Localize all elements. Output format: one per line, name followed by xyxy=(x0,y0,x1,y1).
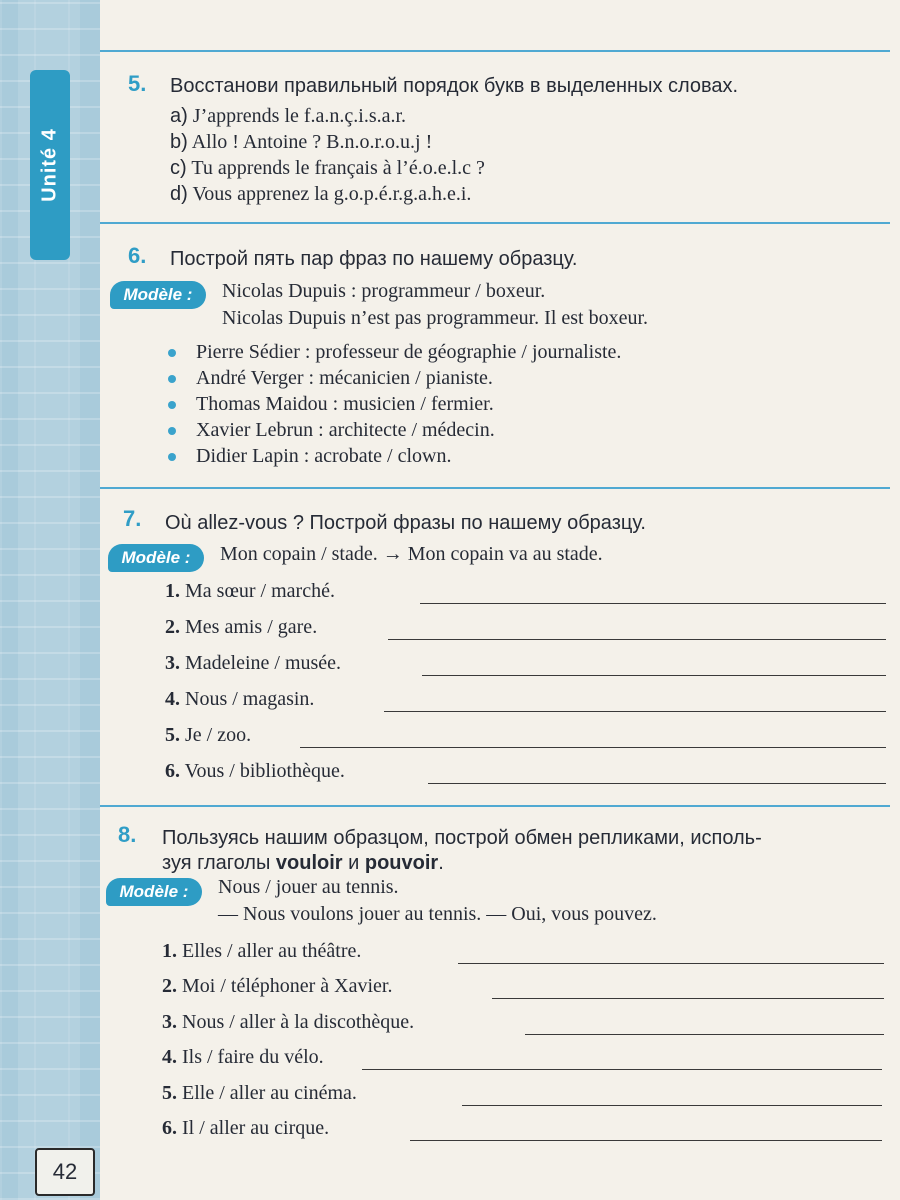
ex5-item-letter: b) xyxy=(170,131,188,153)
ex8-model-line-2: — Nous voulons jouer au tennis. — Oui, vous pouvez. xyxy=(218,903,657,925)
ex5-item-letter: d) xyxy=(170,183,188,205)
ex5-item-text: Vous apprenez la g.o.p.é.r.g.a.h.e.i. xyxy=(192,183,472,205)
ex7-item xyxy=(165,580,335,603)
divider-top xyxy=(100,50,890,52)
item-number: 5. xyxy=(162,1082,177,1104)
item-number: 6. xyxy=(165,760,180,782)
item-number: 3. xyxy=(162,1011,177,1033)
ex5-item-c xyxy=(170,157,485,180)
item-number: 6. xyxy=(162,1117,177,1139)
ex7-instruction: Où allez-vous ? Построй фразы по нашему образцу. xyxy=(165,512,646,534)
ex7-number: 7. xyxy=(123,506,142,531)
item-number: 2. xyxy=(165,616,180,638)
ex8-model-line-1: Nous / jouer au tennis. xyxy=(218,876,399,898)
ex5-item-text: Allo ! Antoine ? B.n.o.r.o.u.j ! xyxy=(191,131,433,153)
item-text: Ma sœur / marché. xyxy=(185,580,335,602)
ex6-model-line-1: Nicolas Dupuis : programmeur / boxeur. xyxy=(222,280,546,302)
ex8-item xyxy=(162,1046,324,1069)
ex6-item: André Verger : mécanicien / pianiste. xyxy=(196,367,493,389)
item-text: Elles / aller au théâtre. xyxy=(182,940,362,962)
item-number: 4. xyxy=(165,688,180,710)
ex8-item xyxy=(162,940,361,963)
item-text: Nous / magasin. xyxy=(185,688,315,710)
item-text: Nous / aller à la discothèque. xyxy=(182,1011,415,1033)
ex7-item xyxy=(165,616,317,639)
ex6-model-badge: Modèle : xyxy=(110,281,206,309)
ex7-item xyxy=(165,688,314,711)
page-number: 42 xyxy=(35,1148,95,1196)
ex7-item xyxy=(165,724,251,747)
ex8-item xyxy=(162,1082,357,1105)
ex6-item: Xavier Lebrun : architecte / médecin. xyxy=(196,419,495,441)
ex7-model-line: Mon copain / stade. → Mon copain va au stade. xyxy=(220,543,603,565)
item-text: Ils / faire du vélo. xyxy=(182,1046,324,1068)
ex5-item-letter: a) xyxy=(170,105,188,127)
item-number: 1. xyxy=(162,940,177,962)
unit-label: Unité 4 xyxy=(38,128,61,202)
ex6-item: Didier Lapin : acrobate / clown. xyxy=(196,445,452,467)
ex5-item-letter: c) xyxy=(170,157,187,179)
answer-line[interactable] xyxy=(384,711,886,712)
item-text: Madeleine / musée. xyxy=(185,652,342,674)
ex6-model-line-2: Nicolas Dupuis n’est pas programmeur. Il est boxeur. xyxy=(222,307,649,329)
ex5-item-d xyxy=(170,183,471,206)
ex8-instruction-and: и xyxy=(342,852,365,874)
item-number: 4. xyxy=(162,1046,177,1068)
ex8-instruction-end: . xyxy=(438,852,444,874)
item-number: 2. xyxy=(162,975,177,997)
answer-line[interactable] xyxy=(388,639,886,640)
item-text: Moi / téléphoner à Xavier. xyxy=(182,975,393,997)
bullet-icon xyxy=(168,375,176,383)
divider-ex7 xyxy=(100,805,890,807)
answer-line[interactable] xyxy=(362,1069,882,1070)
answer-line[interactable] xyxy=(525,1034,884,1035)
item-number: 5. xyxy=(165,724,180,746)
ex8-item xyxy=(162,1011,414,1034)
ex7-item xyxy=(165,760,345,783)
ex5-instruction: Восстанови правильный порядок букв в выделенных словах. xyxy=(170,75,739,97)
item-number: 1. xyxy=(165,580,180,602)
ex8-instruction-line-1: Пользуясь нашим образцом, построй обмен репликами, исполь- xyxy=(162,827,762,849)
bullet-icon xyxy=(168,453,176,461)
ex8-model-badge: Modèle : xyxy=(106,878,202,906)
ex6-number: 6. xyxy=(128,243,147,268)
item-text: Je / zoo. xyxy=(185,724,252,746)
answer-line[interactable] xyxy=(420,603,886,604)
divider-ex6 xyxy=(100,487,890,489)
answer-line[interactable] xyxy=(458,963,884,964)
bullet-icon xyxy=(168,401,176,409)
ex8-item xyxy=(162,975,393,998)
bullet-icon xyxy=(168,349,176,357)
item-text: Vous / bibliothèque. xyxy=(184,760,345,782)
ex6-instruction: Построй пять пар фраз по нашему образцу. xyxy=(170,248,578,270)
answer-line[interactable] xyxy=(422,675,886,676)
ex5-item-text: J’apprends le f.a.n.ç.i.s.a.r. xyxy=(192,105,407,127)
ex8-verb-2: pouvoir xyxy=(364,852,439,874)
bullet-icon xyxy=(168,427,176,435)
left-sidebar xyxy=(0,0,100,1200)
answer-line[interactable] xyxy=(462,1105,882,1106)
ex8-item xyxy=(162,1117,329,1140)
answer-line[interactable] xyxy=(300,747,886,748)
answer-line[interactable] xyxy=(410,1140,882,1141)
ex5-number: 5. xyxy=(128,71,147,96)
ex8-instruction-line-2 xyxy=(162,852,444,875)
ex5-item-b xyxy=(170,131,432,154)
ex6-item: Thomas Maidou : musicien / fermier. xyxy=(196,393,494,415)
ex8-instruction-text: зуя глаголы xyxy=(162,852,276,874)
item-text: Il / aller au cirque. xyxy=(182,1117,330,1139)
answer-line[interactable] xyxy=(428,783,886,784)
ex7-model-badge: Modèle : xyxy=(108,544,204,572)
ex5-item-text: Tu apprends le français à l’é.o.e.l.c ? xyxy=(191,157,485,179)
answer-line[interactable] xyxy=(492,998,884,999)
ex7-item xyxy=(165,652,341,675)
item-text: Elle / aller au cinéma. xyxy=(182,1082,357,1104)
item-number: 3. xyxy=(165,652,180,674)
ex8-verb-1: vouloir xyxy=(275,852,343,874)
ex6-item: Pierre Sédier : professeur de géographie / journaliste. xyxy=(196,341,622,363)
ex5-item-a xyxy=(170,105,406,128)
item-text: Mes amis / gare. xyxy=(185,616,318,638)
divider-ex5 xyxy=(100,222,890,224)
ex8-number: 8. xyxy=(118,822,137,847)
